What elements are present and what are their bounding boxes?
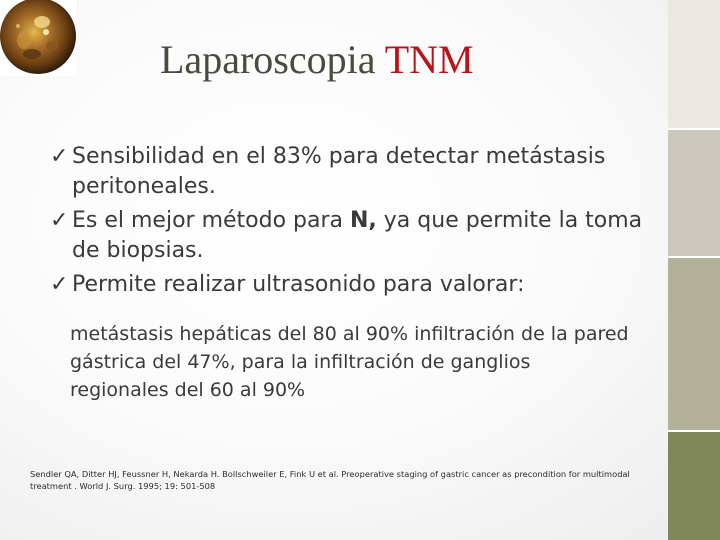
sidebar-segment — [668, 256, 720, 430]
bullet-subtext: metástasis hepáticas del 80 al 90% infiltración de la pared gástrica del 47%, para la infiltración de ganglios regionales del 60 al 90% — [70, 323, 629, 401]
slide-title — [160, 34, 580, 86]
sidebar-divider — [668, 256, 720, 258]
sidebar-divider — [668, 430, 720, 432]
bullet-bold-text: N, — [350, 208, 377, 233]
check-icon: ✓ — [50, 272, 69, 297]
bullet-item — [50, 206, 650, 266]
endoscopy-photo — [0, 0, 76, 76]
bullet-text: ya que permite la toma de biopsias. — [72, 208, 643, 263]
sidebar-segment — [668, 128, 720, 256]
reference-citation: Sendler QA, Ditter HJ, Feussner H, Nekarda H. Bollschweiler E, Fink U et al. Preoperative staging of gastric cancer as precondition for multimodal treatment . World J. Surg. 1995; 19: 501-508 — [30, 469, 630, 491]
bullet-text: Permite realizar ultrasonido para valorar: — [72, 272, 525, 297]
bullet-text: Es el mejor método para — [72, 208, 351, 233]
bullet-item — [50, 270, 650, 300]
check-icon: ✓ — [50, 208, 69, 233]
decorative-sidebar — [668, 0, 720, 540]
sidebar-divider — [668, 128, 720, 130]
bullet-item — [50, 142, 650, 202]
bullet-text: Sensibilidad en el 83% para detectar metástasis peritoneales. — [72, 144, 606, 199]
sidebar-segment — [668, 430, 720, 540]
title-main: Laparoscopia — [160, 37, 385, 82]
sidebar-segment — [668, 0, 720, 128]
check-icon: ✓ — [50, 144, 69, 169]
bullet-list — [50, 142, 650, 300]
title-accent: TNM — [384, 37, 474, 82]
endoscopy-image — [0, 0, 76, 76]
